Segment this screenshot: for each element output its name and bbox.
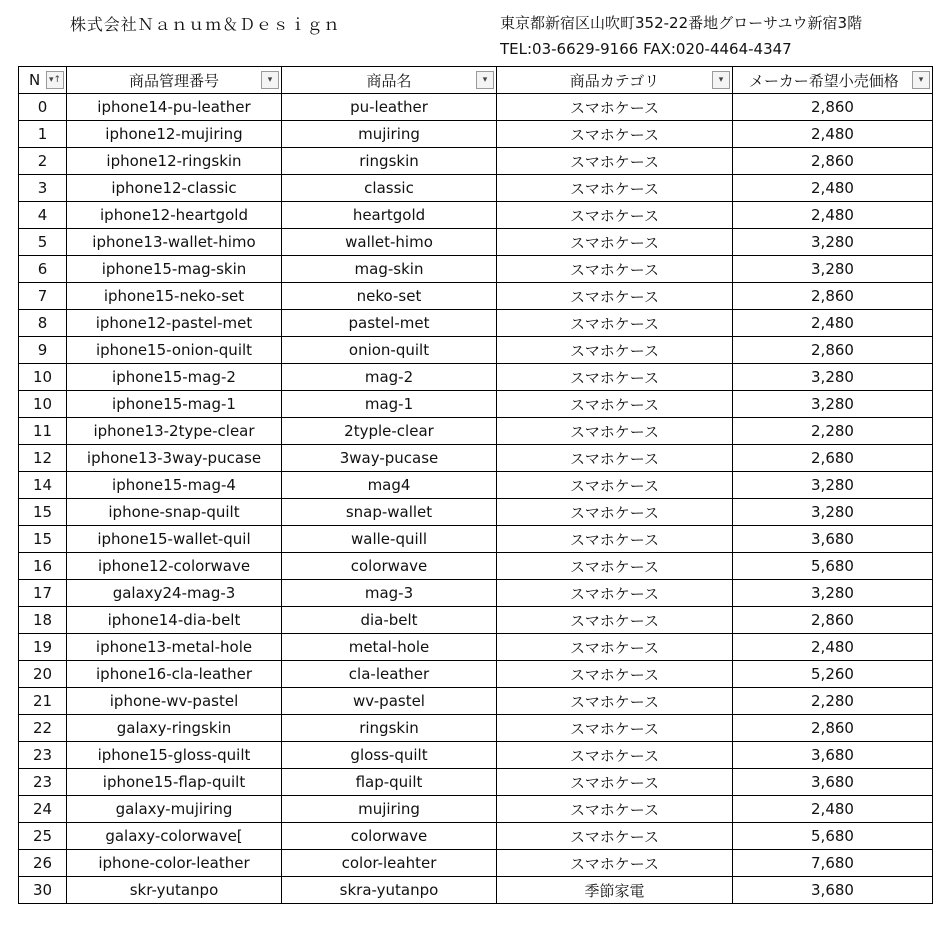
cell-retail-price[interactable]: 3,280	[733, 364, 933, 391]
cell-no[interactable]: 2	[19, 148, 67, 175]
cell-product-name[interactable]: skra-yutanpo	[282, 877, 497, 904]
table-row	[19, 472, 933, 499]
cell-retail-price[interactable]: 2,480	[733, 796, 933, 823]
cell-product-code[interactable]: iphone13-metal-hole	[67, 634, 282, 661]
table-row	[19, 310, 933, 337]
cell-no[interactable]: 17	[19, 580, 67, 607]
cell-product-name[interactable]: mag-1	[282, 391, 497, 418]
sort-filter-icon[interactable]: ▾↑	[46, 71, 64, 89]
table-row	[19, 634, 933, 661]
cell-product-code[interactable]: iphone15-gloss-quilt	[67, 742, 282, 769]
column-header-product-code	[67, 67, 282, 94]
cell-retail-price[interactable]: 3,280	[733, 391, 933, 418]
cell-product-name[interactable]: mag-2	[282, 364, 497, 391]
cell-no[interactable]: 22	[19, 715, 67, 742]
cell-retail-price[interactable]: 2,860	[733, 337, 933, 364]
cell-product-name[interactable]: mag4	[282, 472, 497, 499]
cell-product-name[interactable]: wallet-himo	[282, 229, 497, 256]
cell-no[interactable]: 21	[19, 688, 67, 715]
cell-product-code[interactable]: galaxy-ringskin	[67, 715, 282, 742]
cell-product-name[interactable]: mag-3	[282, 580, 497, 607]
cell-no[interactable]: 11	[19, 418, 67, 445]
cell-retail-price[interactable]: 3,680	[733, 877, 933, 904]
cell-category[interactable]: スマホケース	[497, 499, 733, 526]
cell-category[interactable]: スマホケース	[497, 121, 733, 148]
cell-category[interactable]: スマホケース	[497, 283, 733, 310]
cell-category[interactable]: 季節家電	[497, 877, 733, 904]
column-header-label: 商品カテゴリ	[569, 71, 660, 90]
cell-product-name[interactable]: gloss-quilt	[282, 742, 497, 769]
table-row	[19, 499, 933, 526]
cell-no[interactable]: 18	[19, 607, 67, 634]
cell-product-code[interactable]: iphone12-colorwave	[67, 553, 282, 580]
cell-product-name[interactable]: walle-quill	[282, 526, 497, 553]
cell-product-code[interactable]: iphone15-onion-quilt	[67, 337, 282, 364]
cell-no[interactable]: 12	[19, 445, 67, 472]
filter-dropdown-icon[interactable]: ▾	[712, 71, 730, 89]
cell-retail-price[interactable]: 2,860	[733, 715, 933, 742]
cell-retail-price[interactable]: 2,480	[733, 175, 933, 202]
cell-category[interactable]: スマホケース	[497, 148, 733, 175]
cell-product-code[interactable]: iphone14-dia-belt	[67, 607, 282, 634]
cell-product-code[interactable]: skr-yutanpo	[67, 877, 282, 904]
table-row	[19, 337, 933, 364]
cell-no[interactable]: 9	[19, 337, 67, 364]
cell-no[interactable]: 0	[19, 94, 67, 121]
cell-product-code[interactable]: galaxy-mujiring	[67, 796, 282, 823]
cell-product-code[interactable]: iphone13-2type-clear	[67, 418, 282, 445]
table-row	[19, 526, 933, 553]
table-row	[19, 553, 933, 580]
table-row	[19, 364, 933, 391]
table-row	[19, 283, 933, 310]
cell-category[interactable]: スマホケース	[497, 364, 733, 391]
cell-category[interactable]: スマホケース	[497, 850, 733, 877]
cell-no[interactable]: 3	[19, 175, 67, 202]
column-header-retail-price	[733, 67, 933, 94]
cell-product-name[interactable]: mujiring	[282, 121, 497, 148]
cell-product-code[interactable]: iphone15-mag-1	[67, 391, 282, 418]
cell-no[interactable]: 7	[19, 283, 67, 310]
column-header-label: N	[29, 71, 41, 89]
cell-retail-price[interactable]: 3,680	[733, 769, 933, 796]
table-row	[19, 229, 933, 256]
cell-category[interactable]: スマホケース	[497, 337, 733, 364]
cell-no[interactable]: 23	[19, 769, 67, 796]
cell-product-code[interactable]: iphone-color-leather	[67, 850, 282, 877]
cell-retail-price[interactable]: 5,680	[733, 823, 933, 850]
cell-product-code[interactable]: iphone15-wallet-quil	[67, 526, 282, 553]
column-header-label: メーカー希望小売価格	[749, 71, 899, 90]
cell-product-code[interactable]: iphone13-wallet-himo	[67, 229, 282, 256]
cell-product-name[interactable]: flap-quilt	[282, 769, 497, 796]
filter-dropdown-icon[interactable]: ▾	[476, 71, 494, 89]
cell-retail-price[interactable]: 5,680	[733, 553, 933, 580]
table-row	[19, 175, 933, 202]
table-row	[19, 121, 933, 148]
cell-product-name[interactable]: snap-wallet	[282, 499, 497, 526]
cell-product-name[interactable]: mag-skin	[282, 256, 497, 283]
cell-product-name[interactable]: onion-quilt	[282, 337, 497, 364]
company-name: 株式会社Ｎａｎｕｍ＆Ｄｅｓｉｇｎ	[70, 15, 341, 34]
cell-category[interactable]: スマホケース	[497, 580, 733, 607]
cell-product-code[interactable]: galaxy-colorwave[	[67, 823, 282, 850]
cell-category[interactable]: スマホケース	[497, 742, 733, 769]
table-row	[19, 742, 933, 769]
cell-no[interactable]: 16	[19, 553, 67, 580]
cell-category[interactable]: スマホケース	[497, 391, 733, 418]
cell-no[interactable]: 1	[19, 121, 67, 148]
column-header-product-name	[282, 67, 497, 94]
cell-product-code[interactable]: iphone14-pu-leather	[67, 94, 282, 121]
cell-product-code[interactable]: iphone13-3way-pucase	[67, 445, 282, 472]
cell-no[interactable]: 10	[19, 364, 67, 391]
cell-no[interactable]: 4	[19, 202, 67, 229]
table-row	[19, 202, 933, 229]
cell-product-name[interactable]: mujiring	[282, 796, 497, 823]
cell-retail-price[interactable]: 3,280	[733, 472, 933, 499]
cell-product-name[interactable]: neko-set	[282, 283, 497, 310]
cell-product-name[interactable]: colorwave	[282, 553, 497, 580]
header-row	[19, 67, 933, 94]
cell-category[interactable]: スマホケース	[497, 634, 733, 661]
cell-product-name[interactable]: color-leahter	[282, 850, 497, 877]
cell-category[interactable]: スマホケース	[497, 769, 733, 796]
cell-no[interactable]: 15	[19, 499, 67, 526]
cell-product-name[interactable]: ringskin	[282, 148, 497, 175]
cell-retail-price[interactable]: 2,480	[733, 634, 933, 661]
cell-retail-price[interactable]: 2,280	[733, 418, 933, 445]
cell-no[interactable]: 26	[19, 850, 67, 877]
cell-category[interactable]: スマホケース	[497, 310, 733, 337]
cell-product-code[interactable]: iphone-snap-quilt	[67, 499, 282, 526]
cell-no[interactable]: 15	[19, 526, 67, 553]
cell-no[interactable]: 30	[19, 877, 67, 904]
cell-category[interactable]: スマホケース	[497, 472, 733, 499]
table-row	[19, 607, 933, 634]
table-row	[19, 148, 933, 175]
cell-product-code[interactable]: iphone12-pastel-met	[67, 310, 282, 337]
cell-product-code[interactable]: iphone12-heartgold	[67, 202, 282, 229]
cell-product-code[interactable]: iphone12-ringskin	[67, 148, 282, 175]
cell-category[interactable]: スマホケース	[497, 526, 733, 553]
cell-category[interactable]: スマホケース	[497, 553, 733, 580]
table-row	[19, 445, 933, 472]
cell-no[interactable]: 20	[19, 661, 67, 688]
cell-no[interactable]: 5	[19, 229, 67, 256]
cell-product-name[interactable]: classic	[282, 175, 497, 202]
cell-no[interactable]: 10	[19, 391, 67, 418]
table-row	[19, 580, 933, 607]
cell-product-code[interactable]: iphone-wv-pastel	[67, 688, 282, 715]
table-row	[19, 661, 933, 688]
table-row	[19, 796, 933, 823]
cell-product-code[interactable]: iphone15-mag-4	[67, 472, 282, 499]
cell-product-code[interactable]: iphone12-classic	[67, 175, 282, 202]
cell-category[interactable]: スマホケース	[497, 445, 733, 472]
cell-retail-price[interactable]: 2,480	[733, 310, 933, 337]
cell-product-name[interactable]: cla-leather	[282, 661, 497, 688]
cell-product-name[interactable]: wv-pastel	[282, 688, 497, 715]
column-header-no	[19, 67, 67, 94]
cell-no[interactable]: 19	[19, 634, 67, 661]
cell-category[interactable]: スマホケース	[497, 94, 733, 121]
table-row	[19, 823, 933, 850]
cell-product-name[interactable]: 3way-pucase	[282, 445, 497, 472]
table-row	[19, 418, 933, 445]
cell-product-code[interactable]: iphone15-mag-skin	[67, 256, 282, 283]
cell-product-name[interactable]: heartgold	[282, 202, 497, 229]
cell-product-name[interactable]: 2typle-clear	[282, 418, 497, 445]
cell-category[interactable]: スマホケース	[497, 688, 733, 715]
cell-product-name[interactable]: ringskin	[282, 715, 497, 742]
cell-product-code[interactable]: iphone15-neko-set	[67, 283, 282, 310]
cell-category[interactable]: スマホケース	[497, 175, 733, 202]
cell-no[interactable]: 14	[19, 472, 67, 499]
table-row	[19, 769, 933, 796]
cell-product-code[interactable]: iphone16-cla-leather	[67, 661, 282, 688]
cell-product-code[interactable]: iphone12-mujiring	[67, 121, 282, 148]
cell-retail-price[interactable]: 2,480	[733, 202, 933, 229]
cell-retail-price[interactable]: 3,680	[733, 526, 933, 553]
cell-retail-price[interactable]: 7,680	[733, 850, 933, 877]
table-row	[19, 877, 933, 904]
cell-product-name[interactable]: metal-hole	[282, 634, 497, 661]
cell-no[interactable]: 24	[19, 796, 67, 823]
company-contact: TEL:03-6629-9166 FAX:020-4464-4347	[500, 40, 792, 58]
column-header-label: 商品管理番号	[128, 71, 219, 90]
cell-category[interactable]: スマホケース	[497, 796, 733, 823]
cell-retail-price[interactable]: 2,860	[733, 283, 933, 310]
cell-product-name[interactable]: pastel-met	[282, 310, 497, 337]
cell-retail-price[interactable]: 2,280	[733, 688, 933, 715]
cell-category[interactable]: スマホケース	[497, 229, 733, 256]
cell-no[interactable]: 23	[19, 742, 67, 769]
cell-no[interactable]: 6	[19, 256, 67, 283]
filter-dropdown-icon[interactable]: ▾	[261, 71, 279, 89]
cell-product-name[interactable]: colorwave	[282, 823, 497, 850]
cell-category[interactable]: スマホケース	[497, 715, 733, 742]
filter-dropdown-icon[interactable]: ▾	[912, 71, 930, 89]
cell-retail-price[interactable]: 2,480	[733, 121, 933, 148]
cell-retail-price[interactable]: 3,680	[733, 742, 933, 769]
cell-product-code[interactable]: iphone15-flap-quilt	[67, 769, 282, 796]
cell-retail-price[interactable]: 3,280	[733, 256, 933, 283]
cell-category[interactable]: スマホケース	[497, 418, 733, 445]
cell-category[interactable]: スマホケース	[497, 202, 733, 229]
cell-product-name[interactable]: dia-belt	[282, 607, 497, 634]
cell-retail-price[interactable]: 2,680	[733, 445, 933, 472]
product-table	[18, 66, 933, 904]
cell-retail-price[interactable]: 3,280	[733, 580, 933, 607]
company-address: 東京都新宿区山吹町352-22番地グローサユウ新宿3階	[500, 14, 863, 32]
table-row	[19, 391, 933, 418]
column-header-label: 商品名	[366, 71, 412, 90]
table-row	[19, 94, 933, 121]
cell-retail-price[interactable]: 3,280	[733, 229, 933, 256]
cell-product-name[interactable]: pu-leather	[282, 94, 497, 121]
cell-product-code[interactable]: iphone15-mag-2	[67, 364, 282, 391]
cell-category[interactable]: スマホケース	[497, 607, 733, 634]
column-header-category	[497, 67, 733, 94]
cell-retail-price[interactable]: 5,260	[733, 661, 933, 688]
cell-retail-price[interactable]: 2,860	[733, 607, 933, 634]
cell-category[interactable]: スマホケース	[497, 823, 733, 850]
cell-no[interactable]: 8	[19, 310, 67, 337]
cell-retail-price[interactable]: 3,280	[733, 499, 933, 526]
table-row	[19, 850, 933, 877]
cell-category[interactable]: スマホケース	[497, 661, 733, 688]
cell-category[interactable]: スマホケース	[497, 256, 733, 283]
cell-no[interactable]: 25	[19, 823, 67, 850]
cell-retail-price[interactable]: 2,860	[733, 148, 933, 175]
table-row	[19, 715, 933, 742]
table-row	[19, 256, 933, 283]
table-row	[19, 688, 933, 715]
cell-retail-price[interactable]: 2,860	[733, 94, 933, 121]
cell-product-code[interactable]: galaxy24-mag-3	[67, 580, 282, 607]
